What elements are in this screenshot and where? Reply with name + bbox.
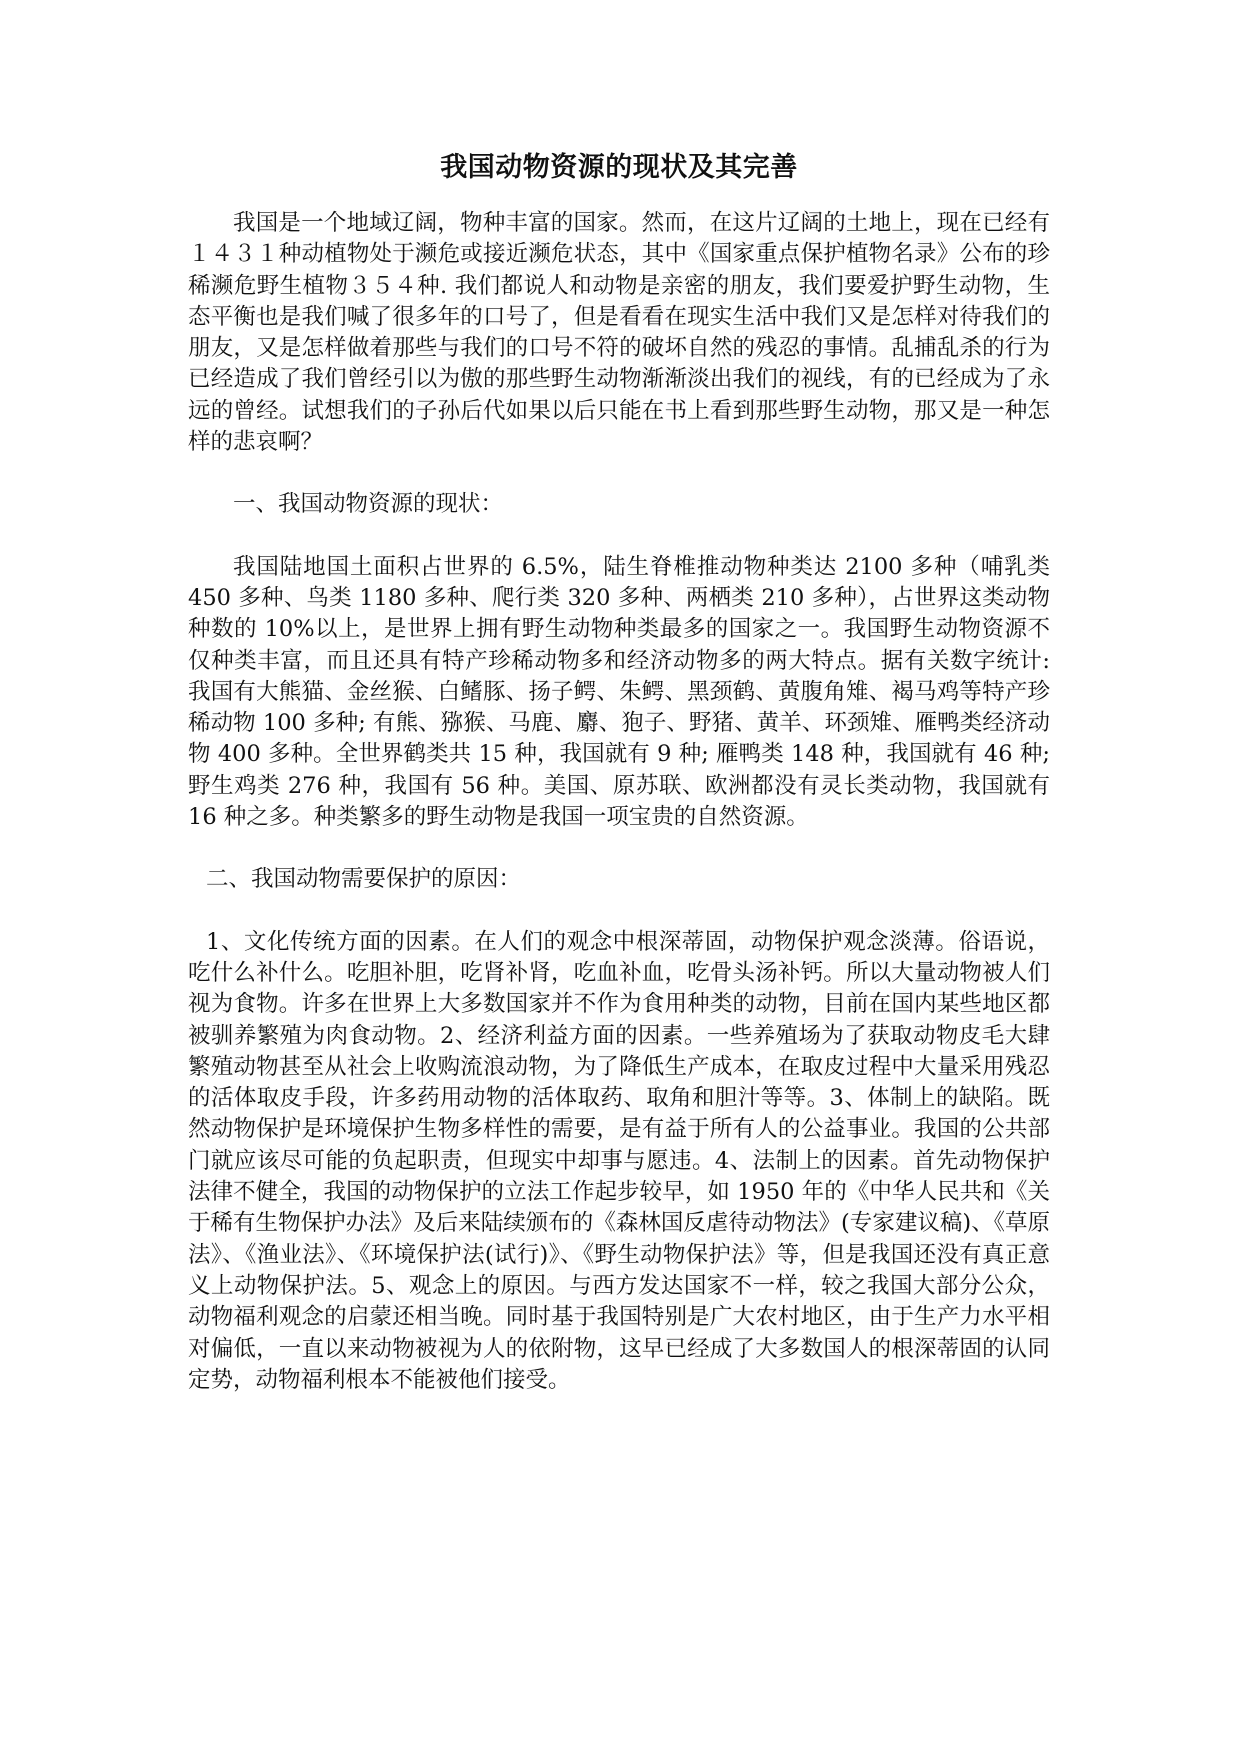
- section-2-heading: 二、我国动物需要保护的原因：: [206, 866, 522, 893]
- section-1-heading: 一、我国动物资源的现状：: [233, 491, 504, 518]
- section-1-paragraph: 我国陆地国土面积占世界的 6.5%，陆生脊椎推动物种类达 2100 多种（哺乳类 450 多种、鸟类 1180 多种、爬行类 320 多种、两栖类 210 多种），占世界这类动物种数的 10%以上，是世界上拥有野生动物种类最多的国家之一。我国野生动物资源不仅种类丰富，而且还具有特产珍稀动物多和经济动物多的两大特点。据有关数字统计: 我国有大熊猫、金丝猴、白鳍豚、扬子鳄、朱鳄、黑颈鹤、黄腹角雉、褐马鸡等特产珍稀动物 100 多种; 有熊、猕猴、马鹿、麝、狍子、野猪、黄羊、环颈雉、雁鸭类经济动物 400 多种。全世界鹤类共 15 种，我国就有 9 种; 雁鸭类 148 种，我国就有 46 种; 野生鸡类 276 种，我国有 56 种。美国、原苏联、欧洲都没有灵长类动物，我国就有 16 种之多。种类繁多的野生动物是我国一项宝贵的自然资源。: [188, 553, 1050, 831]
- document-title: 我国动物资源的现状及其完善: [440, 152, 798, 183]
- document-page: [188, 150, 1050, 1396]
- spacer: [188, 458, 1050, 489]
- section-2-paragraph: 1、文化传统方面的因素。在人们的观念中根深蒂固，动物保护观念淡薄。俗语说，吃什么补什么。吃胆补胆，吃肾补肾，吃血补血，吃骨头汤补钙。所以大量动物被人们视为食物。许多在世界上大多数国家并不作为食用种类的动物，目前在国内某些地区都被驯养繁殖为肉食动物。2、经济利益方面的因素。一些养殖场为了获取动物皮毛大肆繁殖动物甚至从社会上收购流浪动物，为了降低生产成本，在取皮过程中大量采用残忍的活体取皮手段，许多药用动物的活体取药、取角和胆汁等等。3、体制上的缺陷。既然动物保护是环境保护生物多样性的需要，是有益于所有人的公益事业。我国的公共部门就应该尽可能的负起职责，但现实中却事与愿违。4、法制上的因素。首先动物保护法律不健全，我国的动物保护的立法工作起步较早，如 1950 年的《中华人民共和《关于稀有生物保护办法》及后来陆续颁布的《森林国反虐待动物法》(专家建议稿)、《草原法》、《渔业法》、《环境保护法(试行)》、《野生动物保护法》等，但是我国还没有真正意义上动物保护法。5、观念上的原因。与西方发达国家不一样，较之我国大部分公众，动物福利观念的启蒙还相当晚。同时基于我国特别是广大农村地区，由于生产力水平相对偏低，一直以来动物被视为人的依附物，这早已经成了大多数国人的根深蒂固的认同定势，动物福利根本不能被他们接受。: [188, 928, 1050, 1393]
- spacer: [188, 896, 1050, 927]
- spacer: [188, 833, 1050, 864]
- intro-paragraph: 我国是一个地域辽阔，物种丰富的国家。然而，在这片辽阔的土地上，现在已经有１４３１种动植物处于濒危或接近濒危状态，其中《国家重点保护植物名录》公布的珍稀濒危野生植物３５４种. 我们都说人和动物是亲密的朋友，我们要爱护野生动物，生态平衡也是我们喊了很多年的口号了，但是看看在现实生活中我们又是怎样对待我们的朋友，又是怎样做着那些与我们的口号不符的破坏自然的残忍的事情。乱捕乱杀的行为已经造成了我们曾经引以为傲的那些野生动物渐渐淡出我们的视线，有的已经成为了永远的曾经。试想我们的子孙后代如果以后只能在书上看到那些野生动物，那又是一种怎样的悲哀啊？: [188, 210, 1050, 456]
- spacer: [188, 521, 1050, 552]
